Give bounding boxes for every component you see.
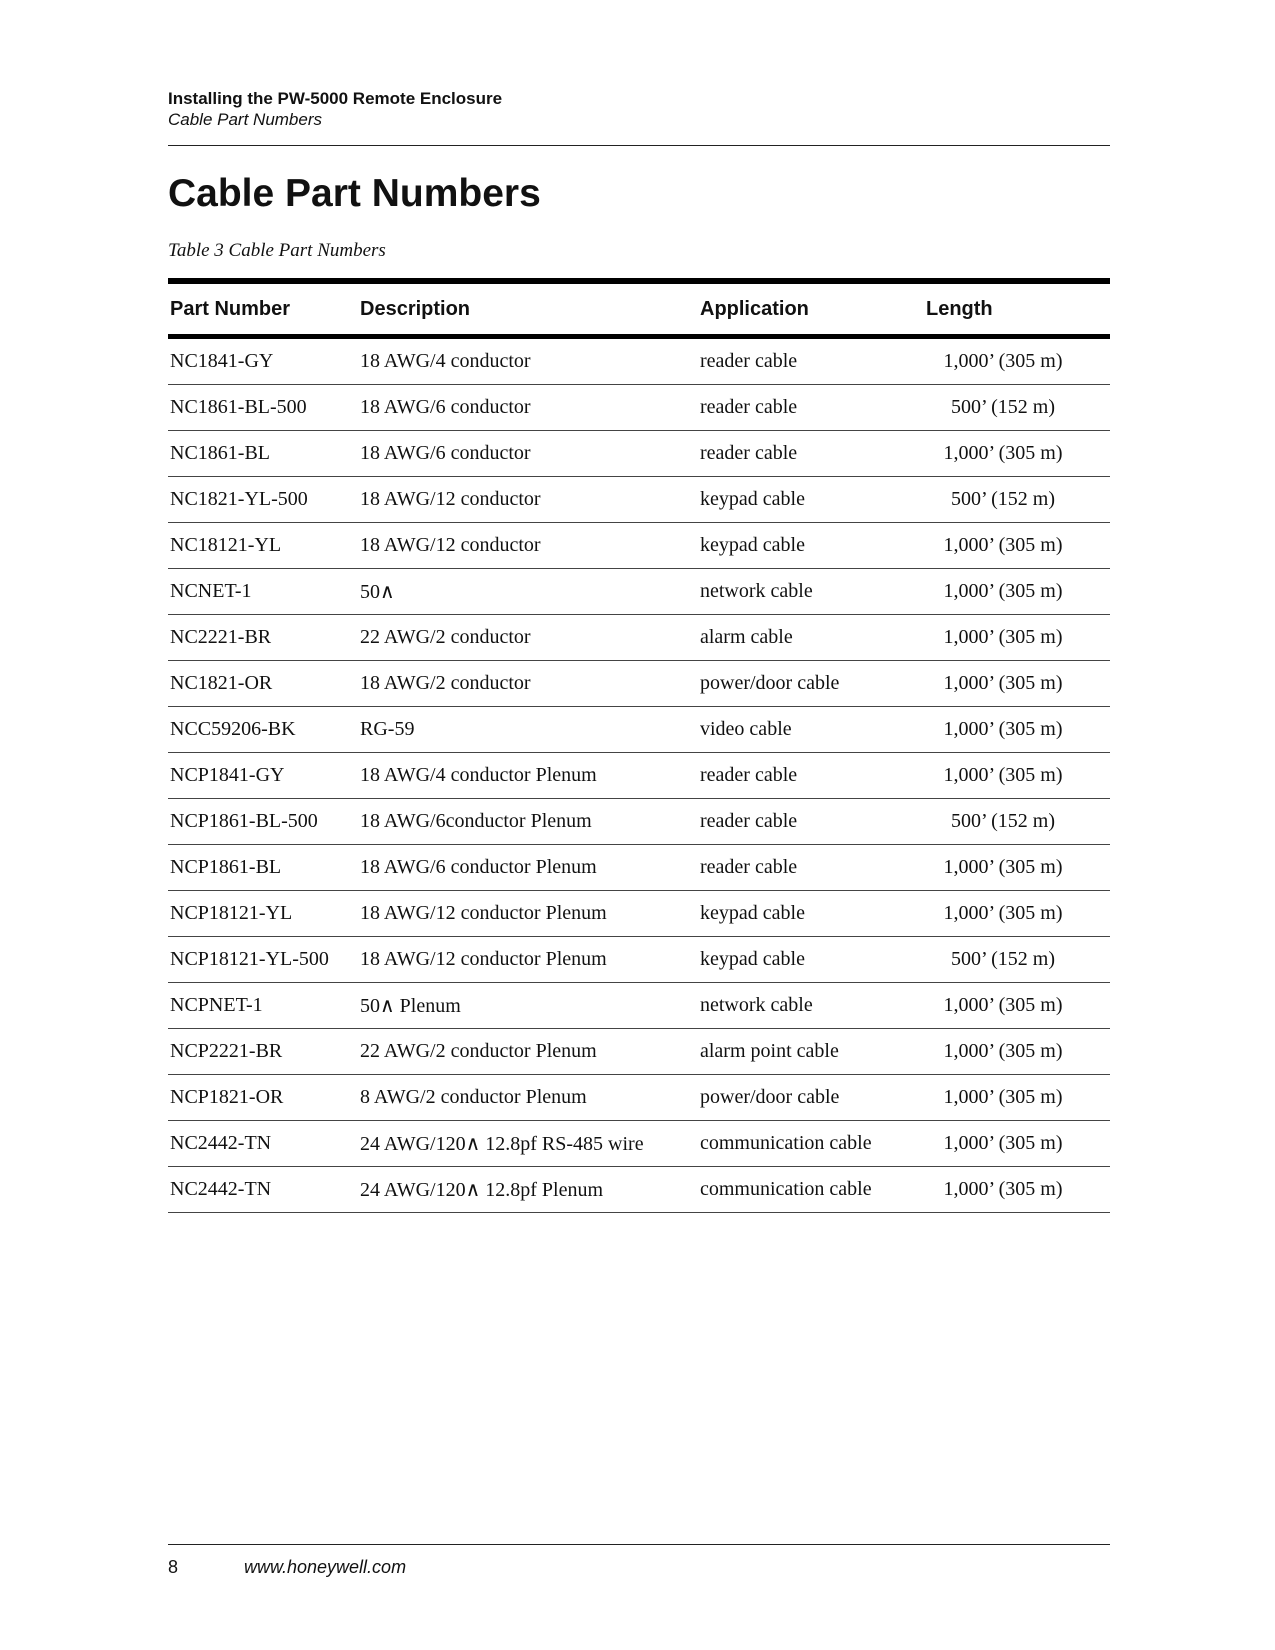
part-number-cell: NC1821-YL-500 [168,477,358,523]
footer-url: www.honeywell.com [244,1557,407,1577]
description-cell: 50∧ [358,569,698,615]
table-row [168,753,1110,799]
description-cell: 18 AWG/12 conductor Plenum [358,937,698,983]
application-cell: reader cable [698,431,924,477]
table-row [168,337,1110,385]
table-row [168,569,1110,615]
description-cell: 8 AWG/2 conductor Plenum [358,1075,698,1121]
length-cell: 1,000’ (305 m) [924,1167,1110,1213]
part-number-cell: NCP18121-YL [168,891,358,937]
length-cell: 500’ (152 m) [924,385,1110,431]
part-number-cell: NC18121-YL [168,523,358,569]
application-cell: alarm point cable [698,1029,924,1075]
application-cell: communication cable [698,1167,924,1213]
length-cell: 1,000’ (305 m) [924,1121,1110,1167]
page-number: 8 [168,1557,179,1577]
length-cell: 1,000’ (305 m) [924,1029,1110,1075]
table-row [168,1167,1110,1213]
part-number-cell: NCP1861-BL-500 [168,799,358,845]
description-cell: 18 AWG/2 conductor [358,661,698,707]
application-cell: keypad cable [698,937,924,983]
part-number-cell: NC1861-BL-500 [168,385,358,431]
application-cell: reader cable [698,385,924,431]
table-body [168,337,1110,1213]
part-number-cell: NC1861-BL [168,431,358,477]
description-cell: 24 AWG/120∧ 12.8pf RS-485 wire [358,1121,698,1167]
column-header-length: Length [924,281,1110,337]
description-cell: RG-59 [358,707,698,753]
length-cell: 1,000’ (305 m) [924,983,1110,1029]
application-cell: reader cable [698,845,924,891]
part-number-cell: NC1821-OR [168,661,358,707]
description-cell: 18 AWG/6 conductor [358,431,698,477]
column-header-description: Description [358,281,698,337]
running-header [168,88,502,130]
part-number-cell: NC2442-TN [168,1121,358,1167]
length-cell: 1,000’ (305 m) [924,753,1110,799]
application-cell: network cable [698,983,924,1029]
length-cell: 1,000’ (305 m) [924,707,1110,753]
application-cell: communication cable [698,1121,924,1167]
part-number-cell: NCP1841-GY [168,753,358,799]
length-cell: 1,000’ (305 m) [924,569,1110,615]
application-cell: network cable [698,569,924,615]
length-cell: 1,000’ (305 m) [924,523,1110,569]
part-number-cell: NCP2221-BR [168,1029,358,1075]
part-number-cell: NCNET-1 [168,569,358,615]
length-cell: 1,000’ (305 m) [924,615,1110,661]
application-cell: power/door cable [698,661,924,707]
table-row [168,1121,1110,1167]
table-row [168,661,1110,707]
table-row [168,431,1110,477]
table-row [168,799,1110,845]
length-cell: 1,000’ (305 m) [924,1075,1110,1121]
description-cell: 18 AWG/4 conductor [358,337,698,385]
page-title: Cable Part Numbers [168,172,541,215]
cable-part-numbers-table [168,278,1110,1213]
application-cell: alarm cable [698,615,924,661]
header-divider [168,145,1110,146]
description-cell: 18 AWG/12 conductor [358,523,698,569]
application-cell: keypad cable [698,891,924,937]
table-row [168,1029,1110,1075]
description-cell: 18 AWG/6 conductor Plenum [358,845,698,891]
table-row [168,477,1110,523]
description-cell: 22 AWG/2 conductor Plenum [358,1029,698,1075]
part-number-cell: NCP18121-YL-500 [168,937,358,983]
running-header-title: Installing the PW-5000 Remote Enclosure [168,89,503,108]
part-number-cell: NCP1821-OR [168,1075,358,1121]
running-header-subtitle: Cable Part Numbers [168,110,323,129]
application-cell: power/door cable [698,1075,924,1121]
part-number-cell: NCPNET-1 [168,983,358,1029]
table-row [168,1075,1110,1121]
length-cell: 500’ (152 m) [924,477,1110,523]
part-number-cell: NC2221-BR [168,615,358,661]
table-row [168,983,1110,1029]
length-cell: 1,000’ (305 m) [924,661,1110,707]
length-cell: 1,000’ (305 m) [924,337,1110,385]
length-cell: 500’ (152 m) [924,799,1110,845]
table-row [168,385,1110,431]
table-row [168,845,1110,891]
application-cell: keypad cable [698,523,924,569]
application-cell: video cable [698,707,924,753]
part-number-cell: NCC59206-BK [168,707,358,753]
length-cell: 1,000’ (305 m) [924,431,1110,477]
table-row [168,707,1110,753]
description-cell: 22 AWG/2 conductor [358,615,698,661]
description-cell: 18 AWG/4 conductor Plenum [358,753,698,799]
column-header-application: Application [698,281,924,337]
description-cell: 18 AWG/6conductor Plenum [358,799,698,845]
description-cell: 50∧ Plenum [358,983,698,1029]
length-cell: 1,000’ (305 m) [924,891,1110,937]
part-number-cell: NC2442-TN [168,1167,358,1213]
length-cell: 1,000’ (305 m) [924,845,1110,891]
application-cell: reader cable [698,337,924,385]
description-cell: 18 AWG/6 conductor [358,385,698,431]
table-row [168,615,1110,661]
application-cell: keypad cable [698,477,924,523]
description-cell: 24 AWG/120∧ 12.8pf Plenum [358,1167,698,1213]
description-cell: 18 AWG/12 conductor [358,477,698,523]
application-cell: reader cable [698,753,924,799]
part-number-cell: NC1841-GY [168,337,358,385]
footer-divider [168,1544,1110,1545]
table-row [168,523,1110,569]
table-header-row [168,281,1110,337]
table-caption: Table 3 Cable Part Numbers [168,240,386,261]
length-cell: 500’ (152 m) [924,937,1110,983]
table-row [168,937,1110,983]
column-header-part-number: Part Number [168,281,358,337]
part-number-cell: NCP1861-BL [168,845,358,891]
application-cell: reader cable [698,799,924,845]
description-cell: 18 AWG/12 conductor Plenum [358,891,698,937]
table-row [168,891,1110,937]
